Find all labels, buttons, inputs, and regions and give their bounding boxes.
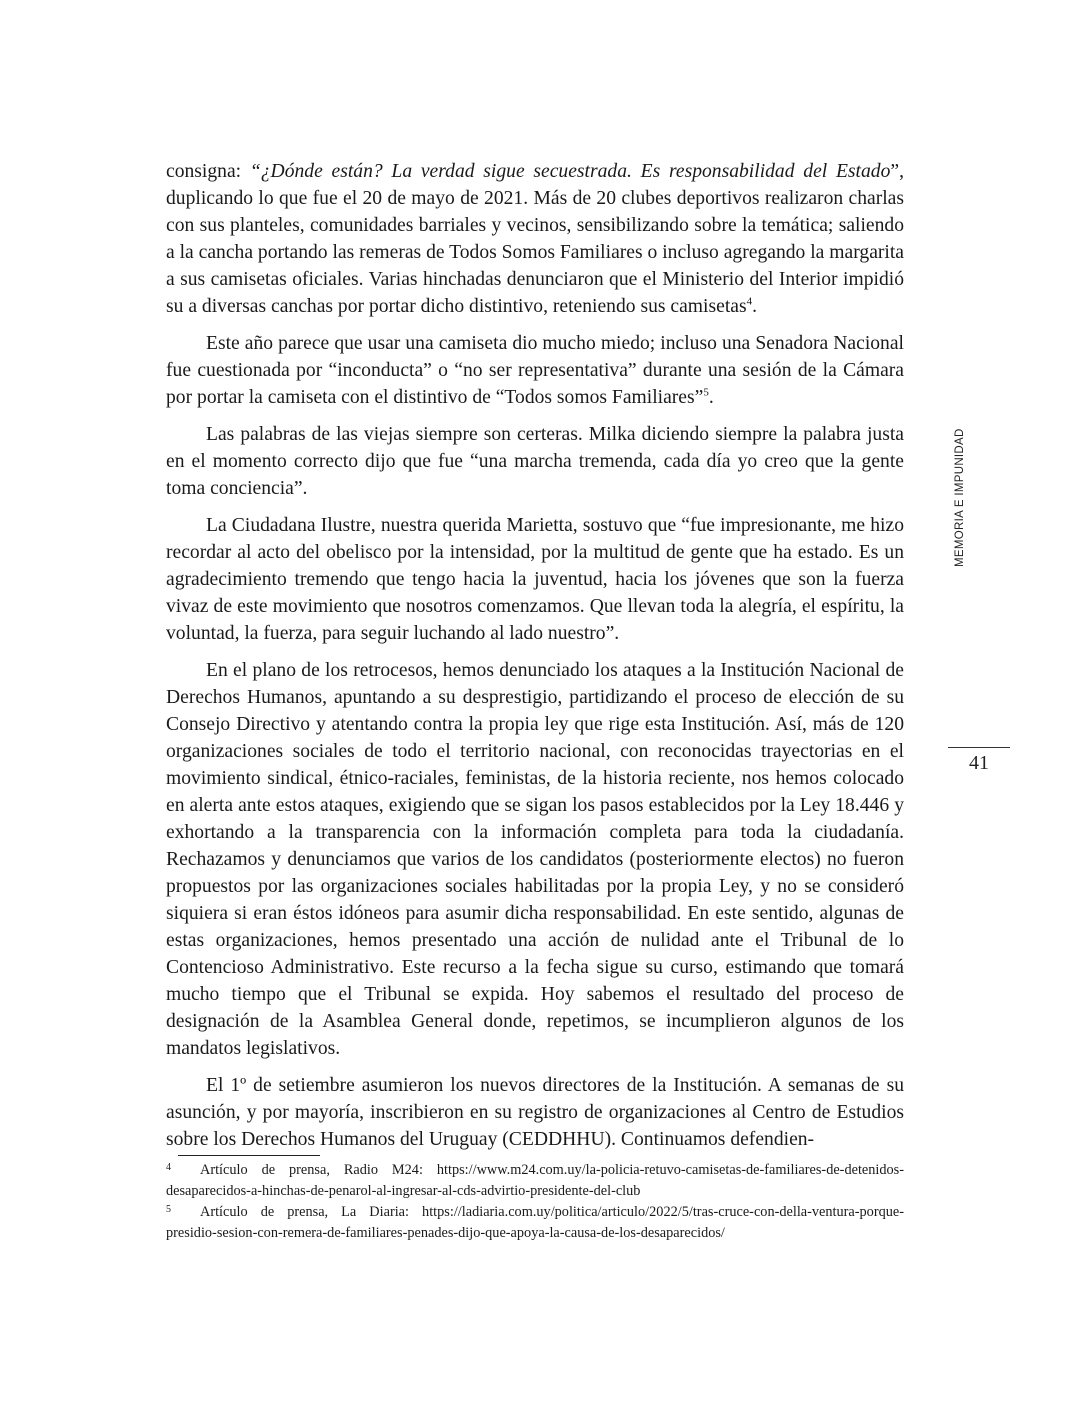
paragraph-1-end: .: [752, 296, 757, 317]
paragraph-2-end: .: [708, 387, 714, 408]
footnote-mark: 5: [166, 1204, 171, 1215]
paragraph-1-text: ”, duplicando lo que fue el 20 de mayo de 2021. Más de 20 clubes deportivos realizaron charlas con sus planteles, comunidades barriales y vecinos, sensibilizando sobre la temática; saliendo a la cancha portando las remeras de Todos Somos Familiares o incluso agregando la margarita a sus camisetas oficiales. Varias hinchadas denunciaron que el Ministerio del Interior impidió su a diversas canchas por portar dicho distintivo, reteniendo sus camisetas: [166, 161, 904, 317]
paragraph-3: Las palabras de las viejas siempre son certeras. Milka diciendo siempre la palabra justa en el momento correcto dijo que fue “una marcha tremenda, cada día yo creo que la gente toma conciencia”.: [166, 424, 904, 499]
footnote-text[interactable]: Artículo de prensa, Radio M24: https://www.m24.com.uy/la-policia-retuvo-camisetas-de-familiares-de-detenidos-desaparecidos-a-hinchas-de-penarol-al-ingresar-al-cds-advirtio-presidente-del-club: [166, 1162, 904, 1199]
running-header: [954, 417, 974, 567]
paragraph-1-lead: consigna:: [166, 161, 250, 182]
footnote-divider: [178, 1155, 320, 1156]
paragraph-1: [166, 158, 904, 320]
body-text: [166, 158, 904, 1163]
footnote-ref-5[interactable]: 5: [703, 386, 709, 399]
footnote-ref-4[interactable]: 4: [746, 295, 753, 308]
running-header-text: MEMORIA E IMPUNIDAD: [954, 428, 966, 567]
page-number-rule: [948, 747, 1010, 748]
footnote-text[interactable]: Artículo de prensa, La Diaria: https://ladiaria.com.uy/politica/articulo/2022/5/tras-cruce-con-della-ventura-porque-presidio-sesion-con-remera-de-familiares-penades-dijo-que-apoya-la-causa-de-los-desaparecidos/: [166, 1204, 904, 1241]
paragraph-2: [166, 330, 904, 411]
paragraph-4: La Ciudadana Ilustre, nuestra querida Marietta, sostuvo que “fue impresionante, me hizo recordar al acto del obelisco por la intensidad, por la multitud de gente que ha estado. Es un agradecimiento tremendo que tengo hacia la juventud, hacia los jóvenes que son la fuerza vivaz de este movimiento que nosotros comenzamos. Que llevan toda la alegría, el espíritu, la voluntad, la fuerza, para seguir luchando al lado nuestro”.: [166, 515, 904, 644]
quoted-slogan: “¿Dónde están? La verdad sigue secuestrada. Es responsabilidad del Estado: [249, 161, 891, 182]
paragraph-5: En el plano de los retrocesos, hemos denunciado los ataques a la Institución Nacional de Derechos Humanos, apuntando a su desprestigio, partidizando el proceso de elección de su Consejo Directivo y atentando contra la propia ley que rige esta Institución. Así, más de 120 organizaciones sociales de todo el territorio nacional, con reconocidas trayectorias en el movimiento sindical, étnico-raciales, feministas, de la historia reciente, nos hemos colocado en alerta ante estos ataques, exigiendo que se sigan los pasos establecidos por la Ley 18.446 y exhortando a la transparencia con la información completa para toda la ciudadanía. Rechazamos y denunciamos que varios de los candidatos (posteriormente electos) no fueron propuestos por las organizaciones sociales habilitadas por la propia Ley, y no se consideró siquiera si eran éstos idóneos para asumir dicha responsabilidad. En este sentido, algunas de estas organizaciones, hemos presentado una acción de nulidad ante el Tribunal de lo Contencioso Administrativo. Este recurso a la fecha sigue su curso, estimando que tomará mucho tiempo que el Tribunal se expida. Hoy sabemos el resultado del proceso de designación de la Asamblea General donde, repetimos, se incumplieron algunos de los mandatos legislativos.: [166, 660, 904, 1059]
footnote-mark: 4: [166, 1162, 171, 1173]
page-number: 41: [969, 752, 989, 774]
footnote-4: [166, 1160, 904, 1202]
footnote-5: [166, 1202, 904, 1244]
paragraph-2-text: Este año parece que usar una camiseta dio mucho miedo; incluso una Senadora Nacional fue cuestionada por “inconducta” o “no ser representativa” durante una sesión de la Cámara por portar la camiseta con el distintivo de “Todos somos Familiares”: [166, 333, 904, 408]
paragraph-6: El 1º de setiembre asumieron los nuevos directores de la Institución. A semanas de su asunción, y por mayoría, inscribieron en su registro de organizaciones al Centro de Estudios sobre los Derechos Humanos del Uruguay (CEDDHHU). Continuamos defendien-: [166, 1075, 904, 1150]
footnotes: [166, 1160, 904, 1244]
